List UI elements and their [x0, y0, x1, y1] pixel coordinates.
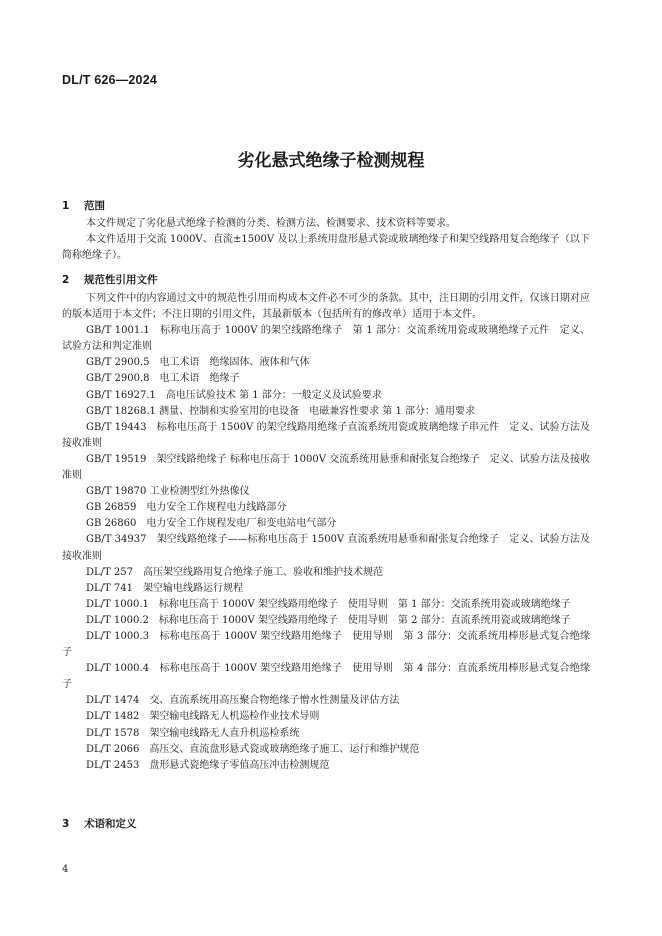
- reference-item: DL/T 741 架空输电线路运行规程: [86, 582, 243, 594]
- reference-item: GB/T 2900.8 电工术语 绝缘子: [86, 373, 240, 385]
- section-2-title: 规范性引用文件: [84, 274, 158, 286]
- reference-item: DL/T 1000.4 标称电压高于 1000V 架空线路用绝缘子 使用导则 第 4 部分：直流系统用棒形悬式复合绝缘子: [62, 663, 590, 691]
- reference-item: DL/T 1000.2 标称电压高于 1000V 架空线路用绝缘子 使用导则 第 2 部分：直流系统用瓷或玻璃绝缘子: [86, 614, 571, 626]
- reference-item: GB/T 16927.1 高电压试验技术 第 1 部分：一般定义及试验要求: [86, 389, 382, 401]
- reference-item: DL/T 1000.3 标称电压高于 1000V 架空线路用绝缘子 使用导则 第 3 部分：交流系统用棒形悬式复合绝缘子: [62, 630, 590, 659]
- document-title: 劣化悬式绝缘子检测规程: [237, 151, 425, 171]
- reference-item: DL/T 2066 高压交、直流盘形悬式瓷或玻璃绝缘子施工、运行和维护规范: [86, 743, 420, 755]
- reference-item: GB 26859 电力安全工作规程电力线路部分: [86, 502, 287, 514]
- section-2-intro: 下列文件中的内容通过文中的规范性引用而构成本文件必不可少的条款。其中，注日期的引用文件，仅该日期对应的版本适用于本文件；不注日期的引用文件，其最新版本（包括所有的修改单）适用于本文件。: [62, 293, 590, 321]
- reference-item: GB/T 19443 标称电压高于 1500V 的架空线路用绝缘子直流系统用瓷或玻璃绝缘子串元件 定义、试验方法及接收准则: [62, 421, 590, 449]
- reference-item: GB/T 2900.5 电工术语 绝缘固体、液体和气体: [86, 357, 310, 369]
- standard-code-header: DL/T 626—2024: [62, 73, 158, 87]
- section-3-title: 术语和定义: [84, 818, 137, 830]
- reference-item: GB 26860 电力安全工作规程发电厂和变电站电气部分: [86, 518, 337, 530]
- reference-item: GB/T 18268.1 测量、控制和实验室用的电设备 电磁兼容性要求 第 1 部分：通用要求: [86, 405, 475, 417]
- section-3-heading: [62, 816, 137, 831]
- reference-item: DL/T 1482 架空输电线路无人机巡检作业技术导则: [86, 711, 320, 723]
- reference-item: DL/T 1578 架空输电线路无人直升机巡检系统: [86, 727, 300, 739]
- reference-item: GB/T 19870 工业检测型红外热像仪: [86, 486, 250, 498]
- section-1-number: 1: [62, 200, 70, 212]
- page-number: 4: [62, 864, 69, 875]
- section-1-title: 范围: [84, 200, 105, 212]
- reference-item: DL/T 1000.1 标称电压高于 1000V 架空线路用绝缘子 使用导则 第 1 部分：交流系统用瓷或玻璃绝缘子: [86, 598, 571, 610]
- section-1-body: [62, 216, 590, 264]
- reference-item: DL/T 2453 盘形悬式瓷绝缘子零值高压冲击检测规范: [86, 759, 330, 771]
- section-2-body: [62, 291, 590, 774]
- section-2-heading: [62, 272, 158, 287]
- section-1-heading: [62, 198, 105, 213]
- section-1-paragraph: 本文件规定了劣化悬式绝缘子检测的分类、检测方法、检测要求、技术资料等要求。: [86, 218, 456, 229]
- section-3-number: 3: [62, 818, 70, 830]
- section-1-paragraph: 本文件适用于交流 1000V、直流±1500V 及以上系统用盘形悬式瓷或玻璃绝缘子和架空线路用复合绝缘子（以下简称绝缘子）。: [62, 234, 590, 262]
- reference-item: GB/T 34937 架空线路绝缘子——标称电压高于 1500V 直流系统用悬垂和耐张复合绝缘子 定义、试验方法及接收准则: [62, 534, 590, 562]
- reference-item: GB/T 1001.1 标称电压高于 1000V 的架空线路绝缘子 第 1 部分：交流系统用瓷或玻璃绝缘子元件 定义、试验方法和判定准则: [62, 325, 590, 353]
- reference-item: DL/T 1474 交、直流系统用高压聚合物绝缘子憎水性测量及评估方法: [86, 695, 400, 707]
- section-2-number: 2: [62, 274, 70, 286]
- reference-item: GB/T 19519 架空线路绝缘子 标称电压高于 1000V 交流系统用悬垂和耐张复合绝缘子 定义、试验方法及接收准则: [62, 453, 590, 482]
- reference-item: DL/T 257 高压架空线路用复合绝缘子施工、验收和维护技术规范: [86, 566, 383, 578]
